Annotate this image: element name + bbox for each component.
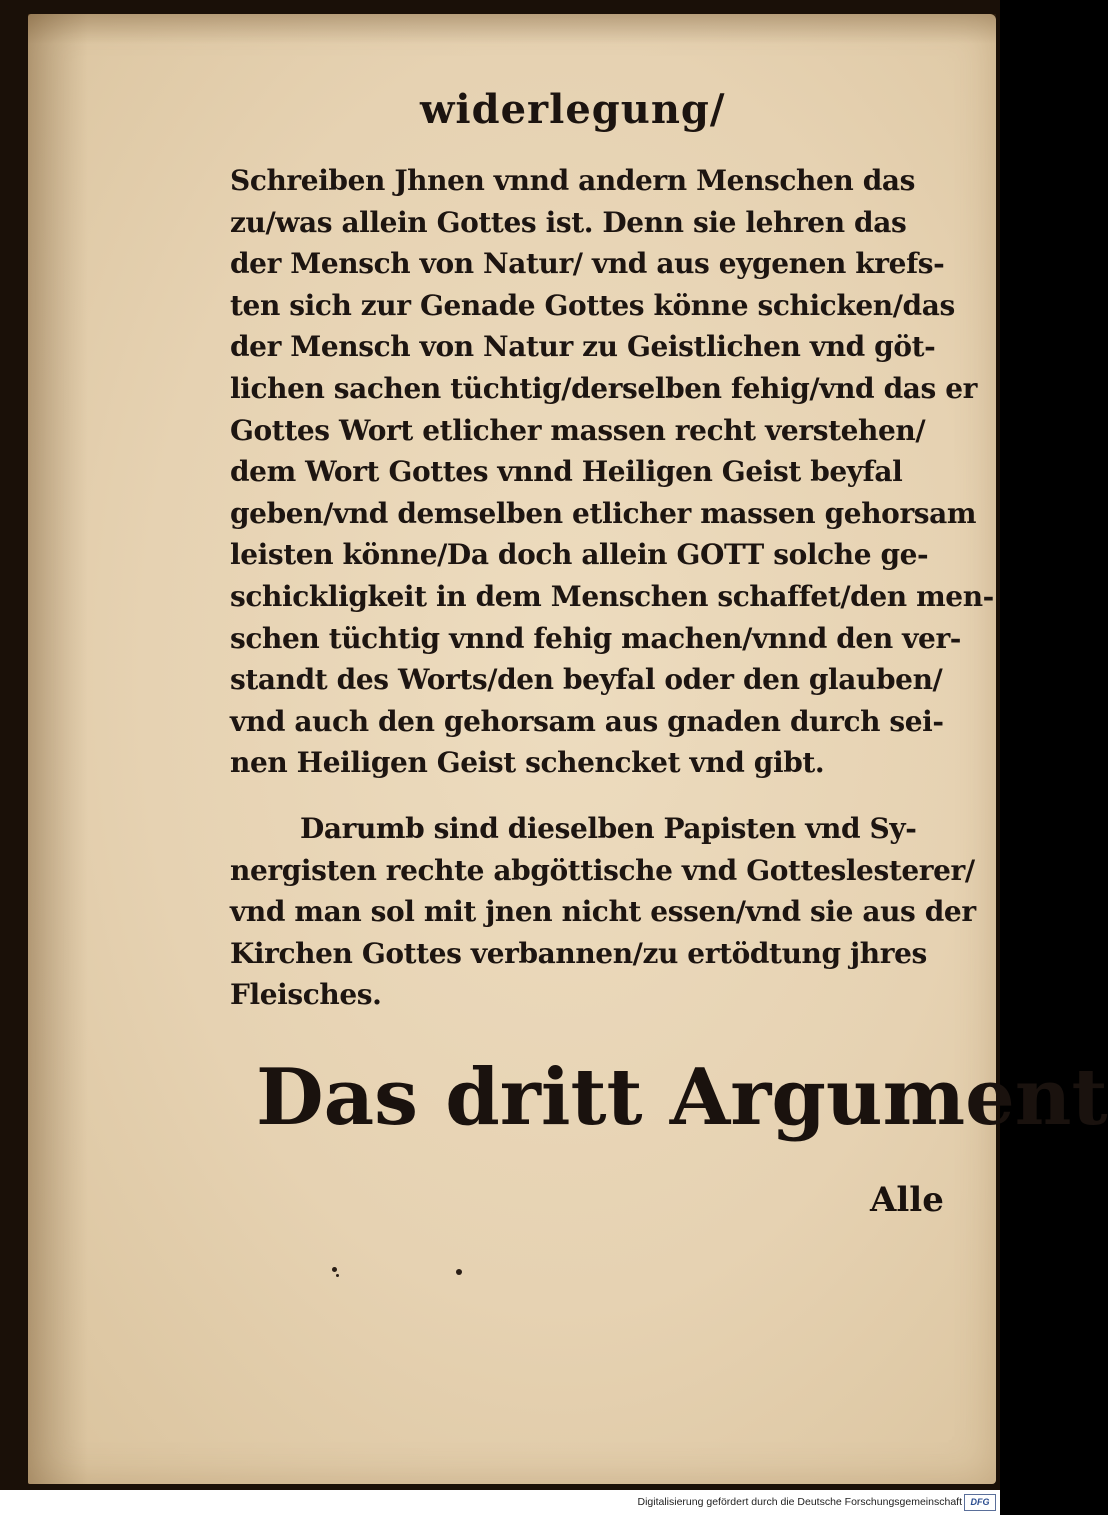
text-line: nergisten rechte abgöttische vnd Gotteslesterer/ bbox=[230, 853, 975, 887]
text-line: vnd auch den gehorsam aus gnaden durch sei- bbox=[230, 704, 944, 738]
text-line: Kirchen Gottes verbannen/zu ertödtung jhres bbox=[230, 936, 927, 970]
section-heading: Das dritt Argument bbox=[256, 1052, 1108, 1143]
dfg-logo: DFG bbox=[964, 1494, 996, 1511]
text-line: der Mensch von Natur/ vnd aus eygenen krefs- bbox=[230, 247, 945, 281]
running-header: widerlegung/ bbox=[420, 86, 726, 133]
text-line: lichen sachen tüchtig/derselben fehig/vnd das er bbox=[230, 371, 977, 405]
text-line: schickligkeit in dem Menschen schaffet/den men- bbox=[230, 579, 994, 613]
text-line: leisten könne/Da doch allein GOTT solche ge- bbox=[230, 538, 929, 572]
text-line: ten sich zur Genade Gottes könne schicken/das bbox=[230, 288, 955, 322]
text-line: geben/vnd demselben etlicher massen gehorsam bbox=[230, 496, 977, 530]
text-line: nen Heiligen Geist schencket vnd gibt. bbox=[230, 746, 825, 780]
catchword: Alle bbox=[870, 1180, 944, 1220]
text-line: dem Wort Gottes vnnd Heiligen Geist beyfal bbox=[230, 455, 903, 489]
ink-speck bbox=[456, 1269, 462, 1275]
text-line: der Mensch von Natur zu Geistlichen vnd göt- bbox=[230, 330, 936, 364]
paragraph-2 bbox=[230, 808, 976, 1016]
paragraph-1 bbox=[230, 160, 994, 784]
funding-credit: Digitalisierung gefördert durch die Deutsche Forschungsgemeinschaft bbox=[637, 1496, 962, 1508]
text-line: Gottes Wort etlicher massen recht verstehen/ bbox=[230, 413, 926, 447]
text-line: Fleisches. bbox=[230, 978, 382, 1012]
text-line: standt des Worts/den beyfal oder den glauben/ bbox=[230, 663, 943, 697]
ink-speck bbox=[332, 1267, 337, 1272]
ink-specks bbox=[330, 1265, 470, 1285]
text-line: zu/was allein Gottes ist. Denn sie lehren das bbox=[230, 205, 907, 239]
text-line: vnd man sol mit jnen nicht essen/vnd sie aus der bbox=[230, 895, 976, 929]
text-line: Schreiben Jhnen vnnd andern Menschen das bbox=[230, 164, 916, 197]
ink-speck bbox=[336, 1274, 339, 1277]
text-line: schen tüchtig vnnd fehig machen/vnnd den ver- bbox=[230, 621, 962, 655]
text-line: Darumb sind dieselben Papisten vnd Sy- bbox=[300, 812, 917, 845]
